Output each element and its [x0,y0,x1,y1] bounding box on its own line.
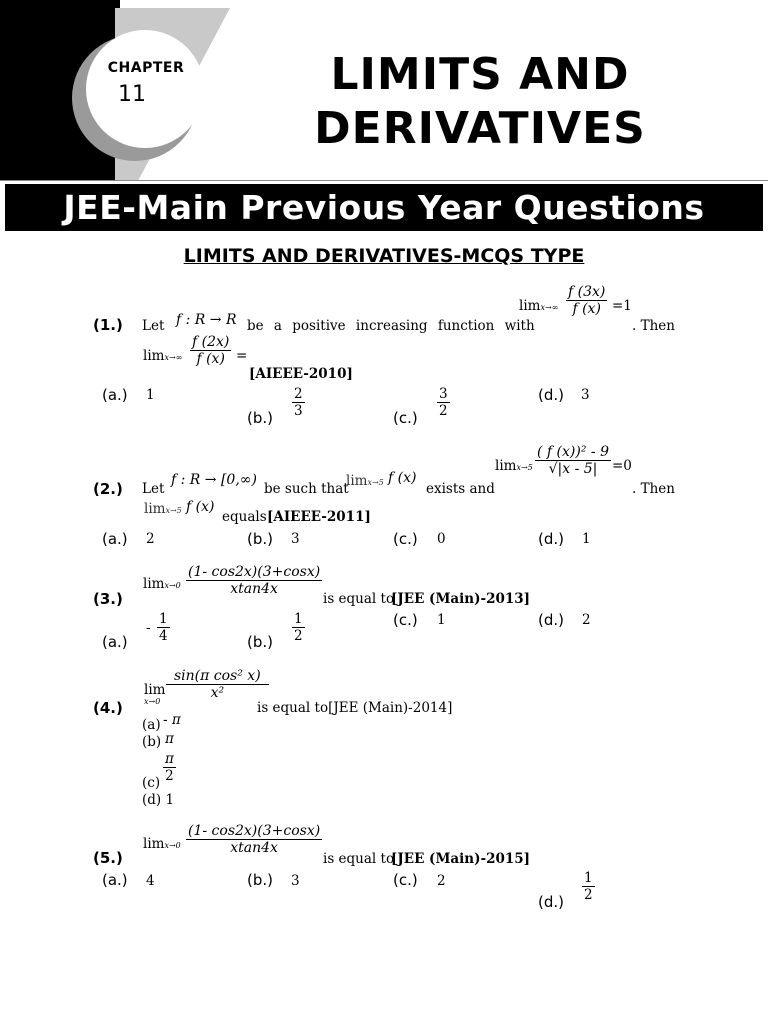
question-4-option-b-label[interactable]: (b) [142,734,162,750]
limit-subscript: x→∞ [540,303,559,312]
question-2-option-d-value: 1 [582,531,591,547]
question-1-text: be a positive increasing function with [247,318,535,334]
question-3-option-c-value: 1 [437,612,446,628]
question-3-option-a-sign: - [146,620,151,636]
question-2-option-c-value: 0 [437,531,446,547]
limit-subscript: x→0 [164,581,181,590]
question-5-option-c-label[interactable]: (c.) [393,871,418,889]
fraction-denominator: √|x - 5| [548,461,598,477]
limit-word: lim [143,576,165,592]
question-1-option-b-label[interactable]: (b.) [247,409,273,427]
question-1-number: (1.) [93,316,123,334]
question-1-function-map: f : R → R [176,312,237,328]
fraction-numerator: (1- cos2x)(3+cosx) [188,564,321,580]
question-4-option-b-value: π [165,731,174,747]
question-2-exists-text: exists and [426,481,495,497]
limit-subscript: x→5 [367,478,384,487]
fraction-denominator: 2 [439,403,448,419]
question-2-option-a-value: 2 [146,531,155,547]
question-5-option-a-label[interactable]: (a.) [102,871,128,889]
fraction-numerator: f (2x) [192,334,230,350]
fraction-denominator: xtan4x [230,581,278,597]
chapter-title-line1: LIMITS AND [330,49,630,100]
question-1-then: . Then [632,318,675,334]
limit-word: lim [144,501,166,517]
question-4-option-c-label[interactable]: (c) [142,775,161,791]
question-2-option-a-label[interactable]: (a.) [102,530,128,548]
limit-word: lim [519,298,541,314]
fraction-numerator: 1 [159,611,168,627]
question-2-number: (2.) [93,480,123,498]
question-2-source: [AIEEE-2011] [267,509,371,525]
question-1-ask-limit [143,348,182,364]
question-3-option-b-label[interactable]: (b.) [247,633,273,651]
question-2-let: Let [142,481,165,497]
question-2-given-fraction [535,444,611,477]
question-3-option-c-label[interactable]: (c.) [393,611,418,629]
question-1-given-equals: =1 [612,298,632,314]
question-1-let: Let [142,318,165,334]
question-2-exists-function: f (x) [388,470,417,486]
question-3-limit [143,576,181,592]
question-1-option-d-label[interactable]: (d.) [538,386,564,404]
question-5-option-a-value: 4 [146,873,155,889]
header-divider [0,180,768,181]
fraction-numerator: ( f (x))² - 9 [537,444,609,460]
fraction-numerator: sin(π cos² x) [166,668,269,685]
question-1-option-d-value: 3 [581,387,590,403]
question-1-given-fraction [566,284,607,317]
question-5-option-b-label[interactable]: (b.) [247,871,273,889]
question-5-source: [JEE (Main)-2015] [391,851,531,867]
question-5-fraction [186,823,322,856]
question-3-option-a-fraction [157,611,170,644]
limit-subscript: x→0 [164,841,181,850]
limit-word: lim [143,836,165,852]
question-4-option-a-value: - π [163,712,181,728]
limit-subscript: x→∞ [164,353,183,362]
question-5-option-d-label[interactable]: (d.) [538,893,564,911]
question-5-option-b-value: 3 [291,873,300,889]
question-4-text: is equal to[JEE (Main)-2014] [257,700,453,716]
question-5-limit [143,836,181,852]
fraction-numerator: 1 [584,870,593,886]
question-3-option-d-label[interactable]: (d.) [538,611,564,629]
question-5-option-d-fraction [582,870,595,903]
limit-word: lim [143,348,165,364]
question-3-option-a-label[interactable]: (a.) [102,633,128,651]
question-4-option-d-label[interactable]: (d) 1 [142,792,175,808]
limit-subscript: x→5 [516,463,533,472]
fraction-denominator: f (x) [572,301,601,317]
section-title-text: LIMITS AND DERIVATIVES-MCQS TYPE [183,245,585,267]
question-2-option-b-value: 3 [291,531,300,547]
question-5-text: is equal to [323,851,395,867]
question-2-given-limit [495,458,533,474]
question-2-ask-limit [144,501,182,517]
fraction-numerator: 1 [294,611,303,627]
question-4-fraction [166,668,269,701]
question-1-option-a-label[interactable]: (a.) [102,386,128,404]
question-4-option-c-fraction [163,751,176,784]
fraction-denominator: 2 [584,887,593,903]
section-banner: JEE-Main Previous Year Questions [5,184,763,231]
chapter-title [290,48,670,156]
fraction-numerator: π [165,751,174,767]
fraction-denominator: 2 [165,768,174,784]
question-1-ask-fraction [190,334,231,367]
fraction-numerator: 3 [439,386,448,402]
question-3-source: [JEE (Main)-2013] [391,591,531,607]
question-2-option-c-label[interactable]: (c.) [393,530,418,548]
question-4-limit [144,684,165,708]
fraction-denominator: x² [210,685,225,701]
fraction-denominator: 4 [159,628,168,644]
question-3-text: is equal to [323,591,395,607]
question-2-given-equals: =0 [612,458,632,474]
fraction-numerator: 2 [294,386,303,402]
fraction-denominator: 2 [294,628,303,644]
chapter-number: 11 [118,82,146,107]
question-2-ask-function: f (x) [186,499,215,515]
question-1-given-limit [519,298,558,314]
question-5-number: (5.) [93,849,123,867]
question-2-option-d-label[interactable]: (d.) [538,530,564,548]
question-1-ask-equals: = [236,348,248,364]
question-1-option-a-value: 1 [146,387,155,403]
limit-word: lim [144,682,166,698]
fraction-denominator: 3 [294,403,303,419]
question-2-text: be such that [264,481,349,497]
question-1-source: [AIEEE-2010] [249,366,353,382]
question-2-then: . Then [632,481,675,497]
limit-word: lim [495,458,517,474]
limit-subscript: x→5 [165,506,182,515]
chapter-label: CHAPTER [107,60,185,76]
fraction-numerator: (1- cos2x)(3+cosx) [188,823,321,839]
question-4-number: (4.) [93,699,123,717]
section-title [0,245,768,267]
question-3-fraction [186,564,322,597]
fraction-denominator: xtan4x [230,840,278,856]
question-2-equals: equals [222,509,267,525]
question-3-number: (3.) [93,590,123,608]
fraction-denominator: f (x) [196,351,225,367]
question-1-option-b-fraction [292,386,305,419]
question-2-option-b-label[interactable]: (b.) [247,530,273,548]
question-5-option-c-value: 2 [437,873,446,889]
question-2-function-map: f : R → [0,∞) [171,472,257,488]
limit-word: lim [346,473,368,489]
chapter-title-line2: DERIVATIVES [314,103,646,154]
fraction-numerator: f (3x) [568,284,606,300]
question-3-option-d-value: 2 [582,612,591,628]
question-4-option-a-label[interactable]: (a) [142,717,161,733]
question-1-option-c-label[interactable]: (c.) [393,409,418,427]
question-3-option-b-fraction [292,611,305,644]
question-1-option-c-fraction [437,386,450,419]
question-2-exists-limit [346,473,384,489]
limit-subscript: x→0 [144,697,161,706]
